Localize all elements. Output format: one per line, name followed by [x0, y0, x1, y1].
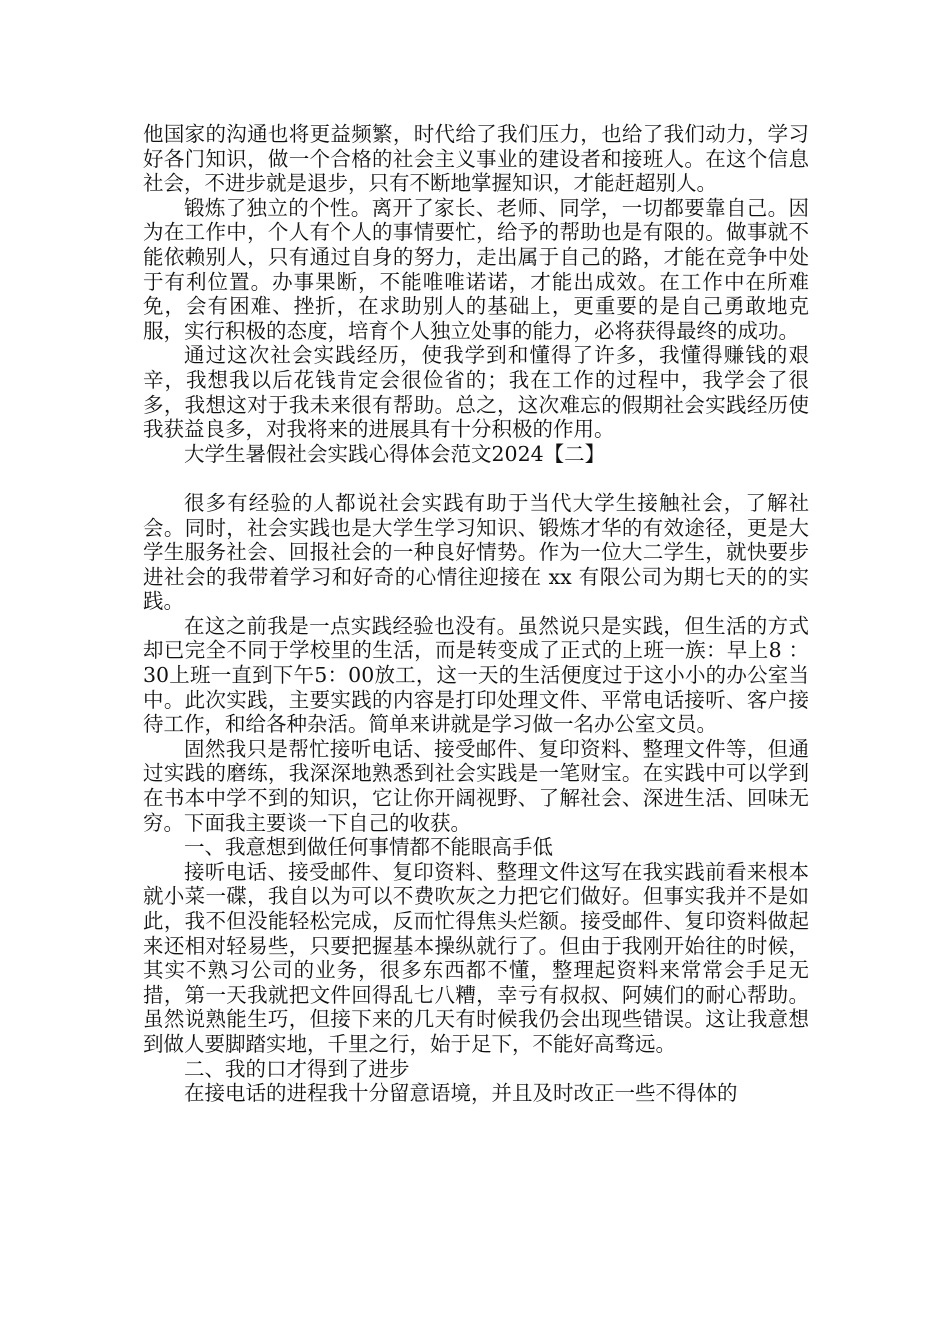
paragraph-gains: 固然我只是帮忙接听电话、接受邮件、复印资料、整理文件等，但通过实践的磨练，我深深地熟悉到社会实践是一笔财宝。在实践中可以学到在书本中学不到的知识，它让你开阔视野、了解社会、深进生活、回味无穷。下面我主要谈一下自己的收获。: [143, 736, 809, 835]
paragraph-intro: 很多有经验的人都说社会实践有助于当代大学生接触社会，了解社会。同时，社会实践也是大学生学习知识、锻炼才华的有效途径，更是大学生服务社会、回报社会的一种良好情势。作为一位大二学生，就快要步进社会的我带着学习和好奇的心情往迎接在 xx 有限公司为期七天的的实践。: [143, 490, 809, 614]
paragraph-independence: 锻炼了独立的个性。离开了家长、老师、同学，一切都要靠自己。因为在工作中，个人有个人的事情要忙，给予的帮助也是有限的。做事就不能依赖别人，只有通过自身的努力，走出属于自己的路，才能在竞争中处于有利位置。办事果断，不能唯唯诺诺，才能出成效。在工作中在所难免，会有困难、挫折，在求助别人的基础上，更重要的是自己勇敢地克服，实行积极的态度，培育个人独立处事的能力，必将获得最终的成功。: [143, 195, 809, 343]
section-title: 大学生暑假社会实践心得体会范文2024【二】: [184, 441, 606, 466]
blank-line: [143, 466, 809, 491]
paragraph-summary: 通过这次社会实践经历，使我学到和懂得了许多，我懂得赚钱的艰辛，我想我以后花钱肯定会很俭省的；我在工作的过程中，我学会了很多，我想这对于我未来很有帮助。总之，这次难忘的假期社会实践经历使我获益良多，对我将来的进展具有十分积极的作用。: [143, 343, 809, 442]
subheading-one: 一、我意想到做任何事情都不能眼高手低: [184, 835, 553, 860]
subheading-two: 二、我的口才得到了进步: [184, 1056, 410, 1081]
paragraph-continuation: 他国家的沟通也将更益频繁，时代给了我们压力，也给了我们动力，学习好各门知识，做一个合格的社会主义事业的建设者和接班人。在这个信息社会，不进步就是退步，只有不断地掌握知识，才能赶超别人。: [143, 122, 809, 196]
paragraph-work-life: 在这之前我是一点实践经验也没有。虽然说只是实践，但生活的方式却已完全不同于学校里的生活，而是转变成了正式的上班一族：早上8 ：30上班一直到下午5：00放工，这一天的生活便度过于这小小的办公室当中。此次实践，主要实践的内容是打印处理文件、平常电话接听、客户接待工作，和给各种杂活。简单来讲就是学习做一名办公室文员。: [143, 613, 809, 737]
paragraph-phone: 在接电话的进程我十分留意语境，并且及时改正一些不得体的: [184, 1081, 738, 1106]
document-body: [143, 122, 809, 1106]
paragraph-tasks: 接听电话、接受邮件、复印资料、整理文件这写在我实践前看来根本就小菜一碟，我自以为可以不费吹灰之力把它们做好。但事实我并不是如此，我不但没能轻松完成，反而忙得焦头烂额。接受邮件、复印资料做起来还相对轻易些，只要把握基本操纵就行了。但由于我刚开始往的时候，其实不熟习公司的业务，很多东西都不懂，整理起资料来常常会手足无措，第一天我就把文件回得乱七八糟，幸亏有叔叔、阿姨们的耐心帮助。虽然说熟能生巧，但接下来的几天有时候我仍会出现些错误。这让我意想到做人要脚踏实地，千里之行，始于足下，不能好高骛远。: [143, 859, 809, 1056]
